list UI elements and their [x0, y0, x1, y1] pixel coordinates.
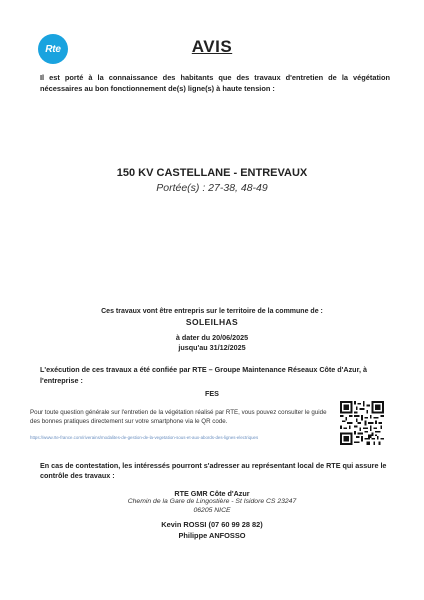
notice-title: AVIS — [191, 37, 233, 56]
rte-logo-text: Rte — [45, 43, 61, 55]
end-date: jusqu'au 31/12/2025 — [178, 343, 246, 352]
info-text: Pour toute question générale sur l'entretien de la végétation réalisé par RTE, vous pouvez consulter le guide des bonnes pratiques directement sur votre smartphone via le QR code. — [30, 409, 327, 425]
guide-link[interactable]: https://www.rte-france.com/riverains/modalites-de-gestion-de-la-vegetation-sous-et-aux-abords-des-lignes-electriques — [30, 435, 259, 440]
start-date: à dater du 20/06/2025 — [175, 333, 249, 342]
representative-address-line2: 06205 NICE — [193, 507, 231, 514]
representative-contact-1: Kevin ROSSI (07 60 99 28 82) — [161, 520, 263, 529]
power-line-name: 150 KV CASTELLANE - ENTREVAUX — [116, 167, 308, 179]
contestation-text: En cas de contestation, les intéressés pourront s'adresser au représentant local de RTE qui assure le contrôle des travaux : — [40, 461, 387, 480]
representative-org: RTE GMR Côte d'Azur — [174, 489, 250, 498]
commune-name: SOLEILHAS — [185, 317, 239, 327]
portees-text: Portée(s) : 27-38, 48-49 — [156, 182, 268, 194]
commune-intro: Ces travaux vont être entrepris sur le territoire de la commune de : — [101, 308, 323, 315]
contractor-name: FES — [205, 389, 219, 398]
execution-text: L'exécution de ces travaux a été confiée par RTE – Groupe Maintenance Réseaux Côte d'Azur, à l'entreprise : — [40, 365, 367, 385]
intro-text: Il est porté à la connaissance des habitants que des travaux d'entretien de la végétation nécessaires au bon fonctionnement de(s) ligne(s) à haute tension : — [40, 73, 390, 93]
representative-contact-2: Philippe ANFOSSO — [178, 531, 246, 540]
qr-code-icon[interactable] — [340, 401, 384, 445]
representative-address-line1: Chemin de la Gare de Lingostière - St Isidore CS 23247 — [127, 498, 297, 505]
